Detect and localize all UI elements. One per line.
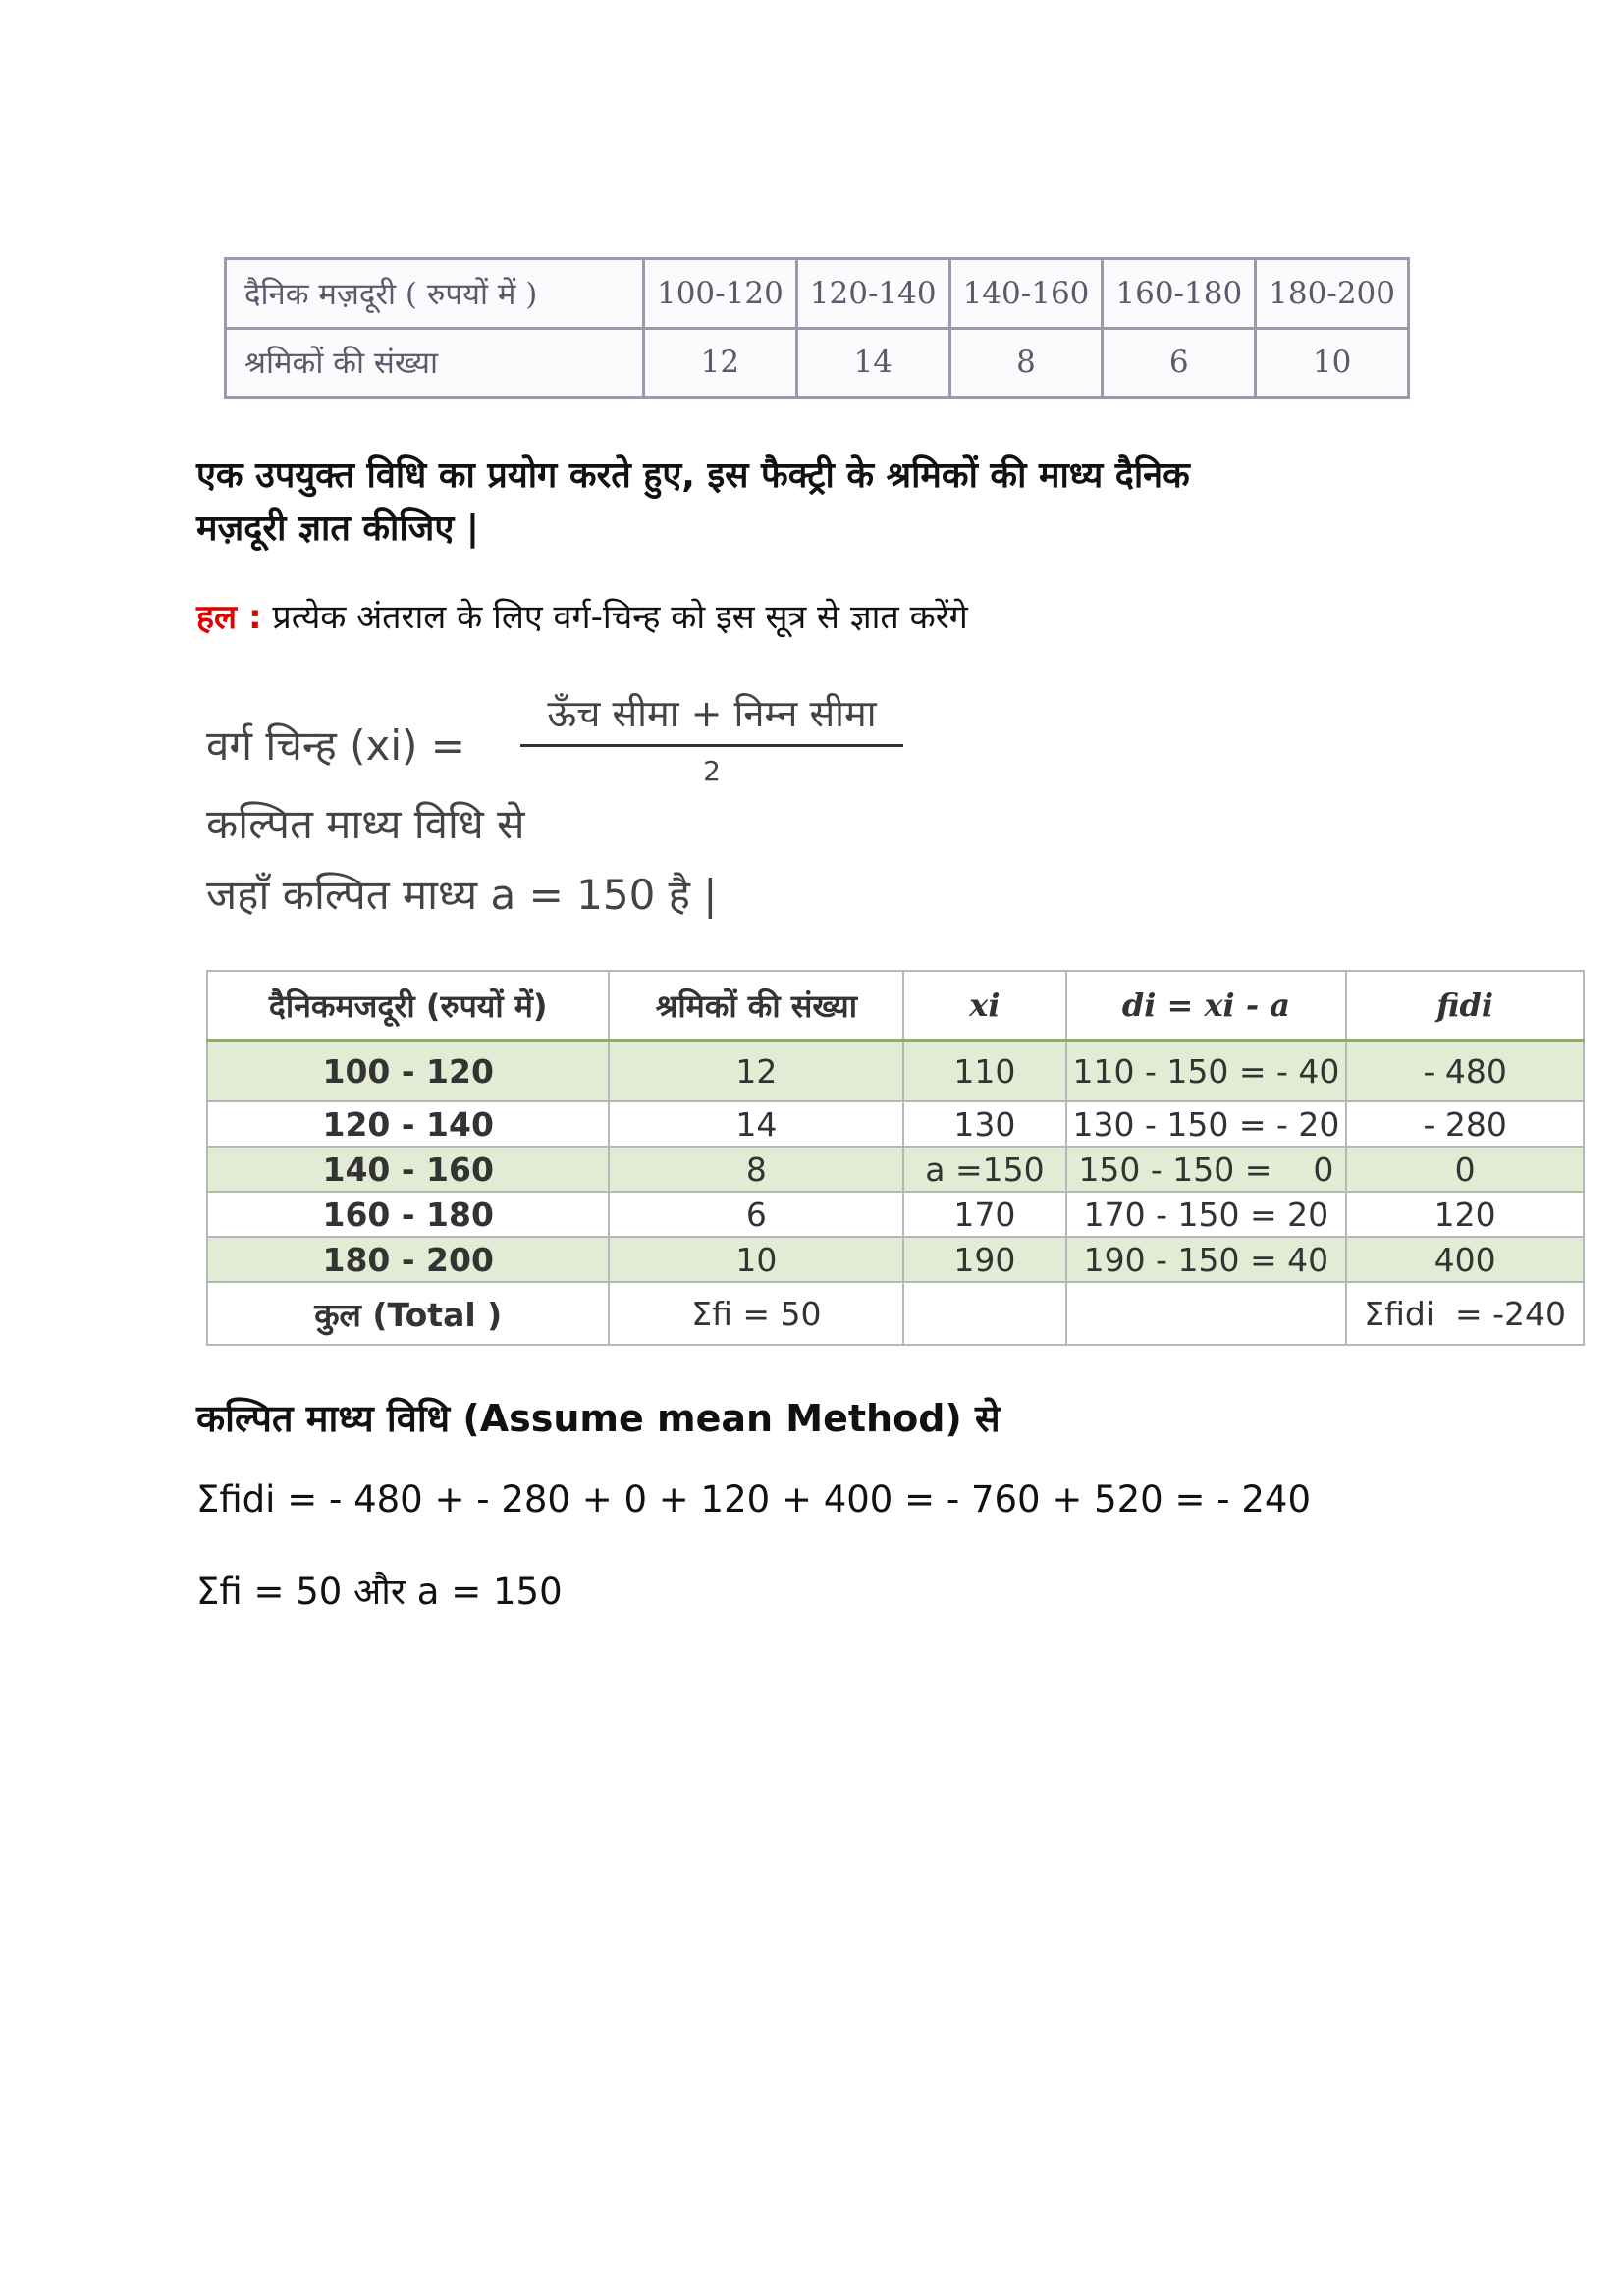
cell-wage: 180 - 200: [207, 1237, 609, 1282]
table-total-row: [207, 1282, 1584, 1345]
header-fidi: fidi: [1346, 971, 1584, 1041]
question-line-2: मज़दूरी ज्ञात कीजिए |: [196, 508, 479, 549]
table1-cell: 8: [949, 328, 1103, 398]
cell-total-di: [1066, 1282, 1347, 1345]
solution-label: हल :: [196, 598, 262, 637]
method-heading: कल्पित माध्य विधि (Assume mean Method) से: [196, 1397, 1001, 1440]
method-equation-1: Σfidi = - 480 + - 280 + 0 + 120 + 400 = - 760 + 520 = - 240: [196, 1478, 1311, 1521]
table-row: [207, 1101, 1584, 1147]
header-xi: xi: [903, 971, 1065, 1041]
table1-workers-label: श्रमिकों की संख्या: [226, 328, 644, 398]
cell-xi: 130: [903, 1101, 1065, 1147]
table1-cell: 180-200: [1256, 259, 1409, 329]
formula-line-3: जहाँ कल्पित माध्य a = 150 है |: [206, 871, 718, 919]
formula-lhs: वर्ग चिन्ह (xi) =: [206, 721, 465, 770]
table1-cell: 10: [1256, 328, 1409, 398]
cell-fidi: 0: [1346, 1147, 1584, 1192]
cell-wage: 160 - 180: [207, 1192, 609, 1237]
cell-workers: 6: [609, 1192, 903, 1237]
cell-xi: 170: [903, 1192, 1065, 1237]
table2-header-row: [207, 971, 1584, 1041]
cell-di: 190 - 150 = 40: [1066, 1237, 1347, 1282]
table1-wage-row: [226, 259, 1409, 329]
cell-total-xi: [903, 1282, 1065, 1345]
solution-intro: [196, 593, 1473, 638]
question-line-1: एक उपयुक्त विधि का प्रयोग करते हुए, इस फैक्ट्री के श्रमिकों की माध्य दैनिक: [196, 455, 1190, 496]
formula-denominator: 2: [703, 755, 721, 787]
table1-cell: 140-160: [949, 259, 1103, 329]
cell-total-label: कुल (Total ): [207, 1282, 609, 1345]
formula-fraction: [520, 687, 903, 787]
cell-fidi: - 480: [1346, 1041, 1584, 1101]
table1-cell: 14: [796, 328, 949, 398]
cell-xi: 110: [903, 1041, 1065, 1101]
cell-fidi: 400: [1346, 1237, 1584, 1282]
assumed-mean-table: [206, 970, 1585, 1346]
wage-distribution-table: [224, 257, 1410, 399]
cell-fidi: 120: [1346, 1192, 1584, 1237]
header-di: di = xi - a: [1066, 971, 1347, 1041]
cell-wage: 140 - 160: [207, 1147, 609, 1192]
formula-line-2: कल्पित माध्य विधि से: [206, 800, 525, 848]
solution-text: प्रत्येक अंतराल के लिए वर्ग-चिन्ह को इस सूत्र से ज्ञात करेंगे: [272, 598, 968, 637]
cell-wage: 120 - 140: [207, 1101, 609, 1147]
cell-di: 110 - 150 = - 40: [1066, 1041, 1347, 1101]
question-text: [196, 450, 1473, 556]
formula-numerator: ऊँच सीमा + निम्न सीमा: [520, 687, 903, 747]
cell-fidi: - 280: [1346, 1101, 1584, 1147]
cell-di: 170 - 150 = 20: [1066, 1192, 1347, 1237]
cell-total-fidi: Σfidi = -240: [1346, 1282, 1584, 1345]
table-row: [207, 1147, 1584, 1192]
table1-cell: 100-120: [644, 259, 797, 329]
cell-di: 130 - 150 = - 20: [1066, 1101, 1347, 1147]
table1-cell: 6: [1103, 328, 1256, 398]
table-row: [207, 1237, 1584, 1282]
header-workers: श्रमिकों की संख्या: [609, 971, 903, 1041]
table1-workers-row: [226, 328, 1409, 398]
table1-cell: 12: [644, 328, 797, 398]
cell-total-fi: Σfi = 50: [609, 1282, 903, 1345]
cell-workers: 10: [609, 1237, 903, 1282]
cell-di: 150 - 150 = 0: [1066, 1147, 1347, 1192]
cell-xi: 190: [903, 1237, 1065, 1282]
cell-wage: 100 - 120: [207, 1041, 609, 1101]
table1-wage-label: दैनिक मज़दूरी ( रुपयों में ): [226, 259, 644, 329]
cell-workers: 14: [609, 1101, 903, 1147]
method-equation-2: Σfi = 50 और a = 150: [196, 1571, 563, 1613]
table-row: [207, 1192, 1584, 1237]
table1-cell: 160-180: [1103, 259, 1256, 329]
cell-xi: a =150: [903, 1147, 1065, 1192]
table1-cell: 120-140: [796, 259, 949, 329]
cell-workers: 12: [609, 1041, 903, 1101]
header-wage: दैनिकमजदूरी (रुपयों में): [207, 971, 609, 1041]
cell-workers: 8: [609, 1147, 903, 1192]
table-row: [207, 1041, 1584, 1101]
